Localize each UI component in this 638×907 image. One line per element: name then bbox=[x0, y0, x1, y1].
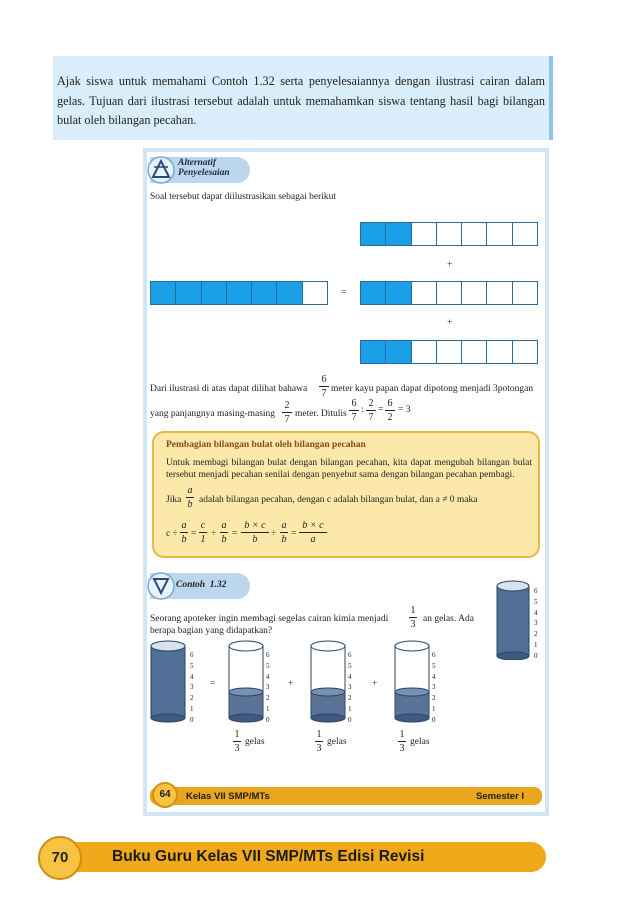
formula-frac-2: c 1 bbox=[200, 520, 206, 545]
formula-frac-5: a b bbox=[281, 520, 287, 545]
plus-glass-1: + bbox=[288, 679, 294, 689]
plus-sign-1: + bbox=[447, 260, 453, 270]
colon-sign: : bbox=[361, 405, 364, 415]
result: = 3 bbox=[398, 405, 411, 415]
fraction-6-7-b: 6 7 bbox=[349, 398, 359, 423]
illustration-intro: Soal tersebut dapat diilustrasikan sebagai berikut bbox=[150, 192, 336, 202]
problem-text-a: Seorang apoteker ingin membagi segelas cairan kimia menjadi bbox=[150, 614, 389, 624]
page-number: 70 bbox=[38, 836, 82, 880]
formula-frac-6: b × c a bbox=[299, 520, 327, 545]
caption-gelas-2: gelas bbox=[327, 737, 347, 747]
scale-2: 6 5 4 3 2 1 0 bbox=[348, 651, 352, 724]
caption-frac-2: 1 3 bbox=[316, 729, 322, 754]
big-bar bbox=[150, 281, 328, 305]
inner-page-number: 64 bbox=[152, 782, 178, 808]
fraction-2-7-b: 2 7 bbox=[366, 398, 376, 423]
explain-line2-a: yang panjangnya masing-masing bbox=[150, 409, 276, 419]
formula-c-div: c ÷ bbox=[166, 529, 178, 539]
small-bar-bottom bbox=[360, 340, 538, 364]
formula-eq-3: = bbox=[291, 529, 297, 539]
full-glass bbox=[150, 640, 186, 724]
alternative-solution-label bbox=[178, 158, 230, 178]
caption-gelas-3: gelas bbox=[410, 737, 430, 747]
caption-frac-3: 1 3 bbox=[399, 729, 405, 754]
rule-title: Pembagian bilangan bulat oleh bilangan pecahan bbox=[166, 440, 366, 450]
book-title: Buku Guru Kelas VII SMP/MTs Edisi Revisi bbox=[112, 848, 425, 865]
fraction-6-7: 6 7 bbox=[319, 374, 329, 399]
plus-sign-2: + bbox=[447, 318, 453, 328]
caption-gelas-1: gelas bbox=[245, 737, 265, 747]
scale-icon bbox=[146, 155, 176, 185]
inner-footer-right: Semester I bbox=[476, 791, 525, 802]
problem-fraction: 1 3 bbox=[410, 605, 416, 630]
caption-frac-1: 1 3 bbox=[234, 729, 240, 754]
fraction-6-2: 6 2 bbox=[385, 398, 395, 423]
formula-frac-3: a b bbox=[221, 520, 227, 545]
problem-line2: berapa bagian yang didapatkan? bbox=[150, 626, 273, 636]
third-glass-3 bbox=[394, 640, 430, 724]
instruction-box bbox=[53, 56, 553, 140]
rule-fraction-a-b: a b bbox=[187, 485, 193, 510]
rule-condition: adalah bilangan pecahan, dengan c adalah bilangan bulat, dan a ≠ 0 maka bbox=[199, 495, 478, 505]
formula-div-2: ÷ bbox=[271, 529, 277, 539]
instruction-text: Ajak siswa untuk memahami Contoh 1.32 serta penyelesaiannya dengan ilustrasi cairan dalam gelas. Tujuan dari ilustrasi tersebut adalah untuk memahamkan siswa tentang hasil bagi bilangan bulat oleh bilangan pecahan. bbox=[57, 74, 545, 127]
problem-text-b: an gelas. Ada bbox=[423, 614, 474, 624]
formula-eq-1: = bbox=[191, 529, 197, 539]
explain-line1-b: meter kayu papan dapat dipotong menjadi 3potongan bbox=[331, 384, 534, 394]
explain-line2-b: meter. Ditulis bbox=[295, 409, 347, 419]
small-bar-middle bbox=[360, 281, 538, 305]
inner-footer-left: Kelas VII SMP/MTs bbox=[186, 791, 270, 802]
explain-line1-a: Dari ilustrasi di atas dapat dilihat bahawa bbox=[150, 384, 308, 394]
fraction-2-7: 2 7 bbox=[282, 400, 292, 425]
scale-right: 6 5 4 3 2 1 0 bbox=[534, 587, 538, 660]
third-glass-1 bbox=[228, 640, 264, 724]
formula-div-1: ÷ bbox=[211, 529, 217, 539]
scale-3: 6 5 4 3 2 1 0 bbox=[432, 651, 436, 724]
scale-1: 6 5 4 3 2 1 0 bbox=[266, 651, 270, 724]
scale-full: 6 5 4 3 2 1 0 bbox=[190, 651, 194, 724]
alt-line1: Alternatif bbox=[178, 158, 217, 168]
formula-eq-2: = bbox=[232, 529, 238, 539]
example-icon bbox=[146, 571, 176, 601]
rule-jika: Jika bbox=[166, 495, 182, 505]
example-label: Contoh 1.32 bbox=[176, 580, 227, 590]
equals-sign-2: = bbox=[378, 405, 384, 415]
formula-frac-4: b × c b bbox=[241, 520, 269, 545]
full-glass-right bbox=[496, 580, 530, 660]
equals-glass: = bbox=[210, 679, 216, 689]
plus-glass-2: + bbox=[372, 679, 378, 689]
alt-line2: Penyelesaian bbox=[178, 168, 230, 178]
rule-body: Untuk membagi bilangan bulat dengan bilangan pecahan, kita dapat mengubah bilangan bulat tersebut menjadi pecahan senilai dengan penyebut sama dengan bilangan pecahan pembagi. bbox=[166, 458, 532, 480]
formula-frac-1: a b bbox=[181, 520, 187, 545]
third-glass-2 bbox=[310, 640, 346, 724]
equals-sign: = bbox=[341, 288, 347, 298]
small-bar-top bbox=[360, 222, 538, 246]
